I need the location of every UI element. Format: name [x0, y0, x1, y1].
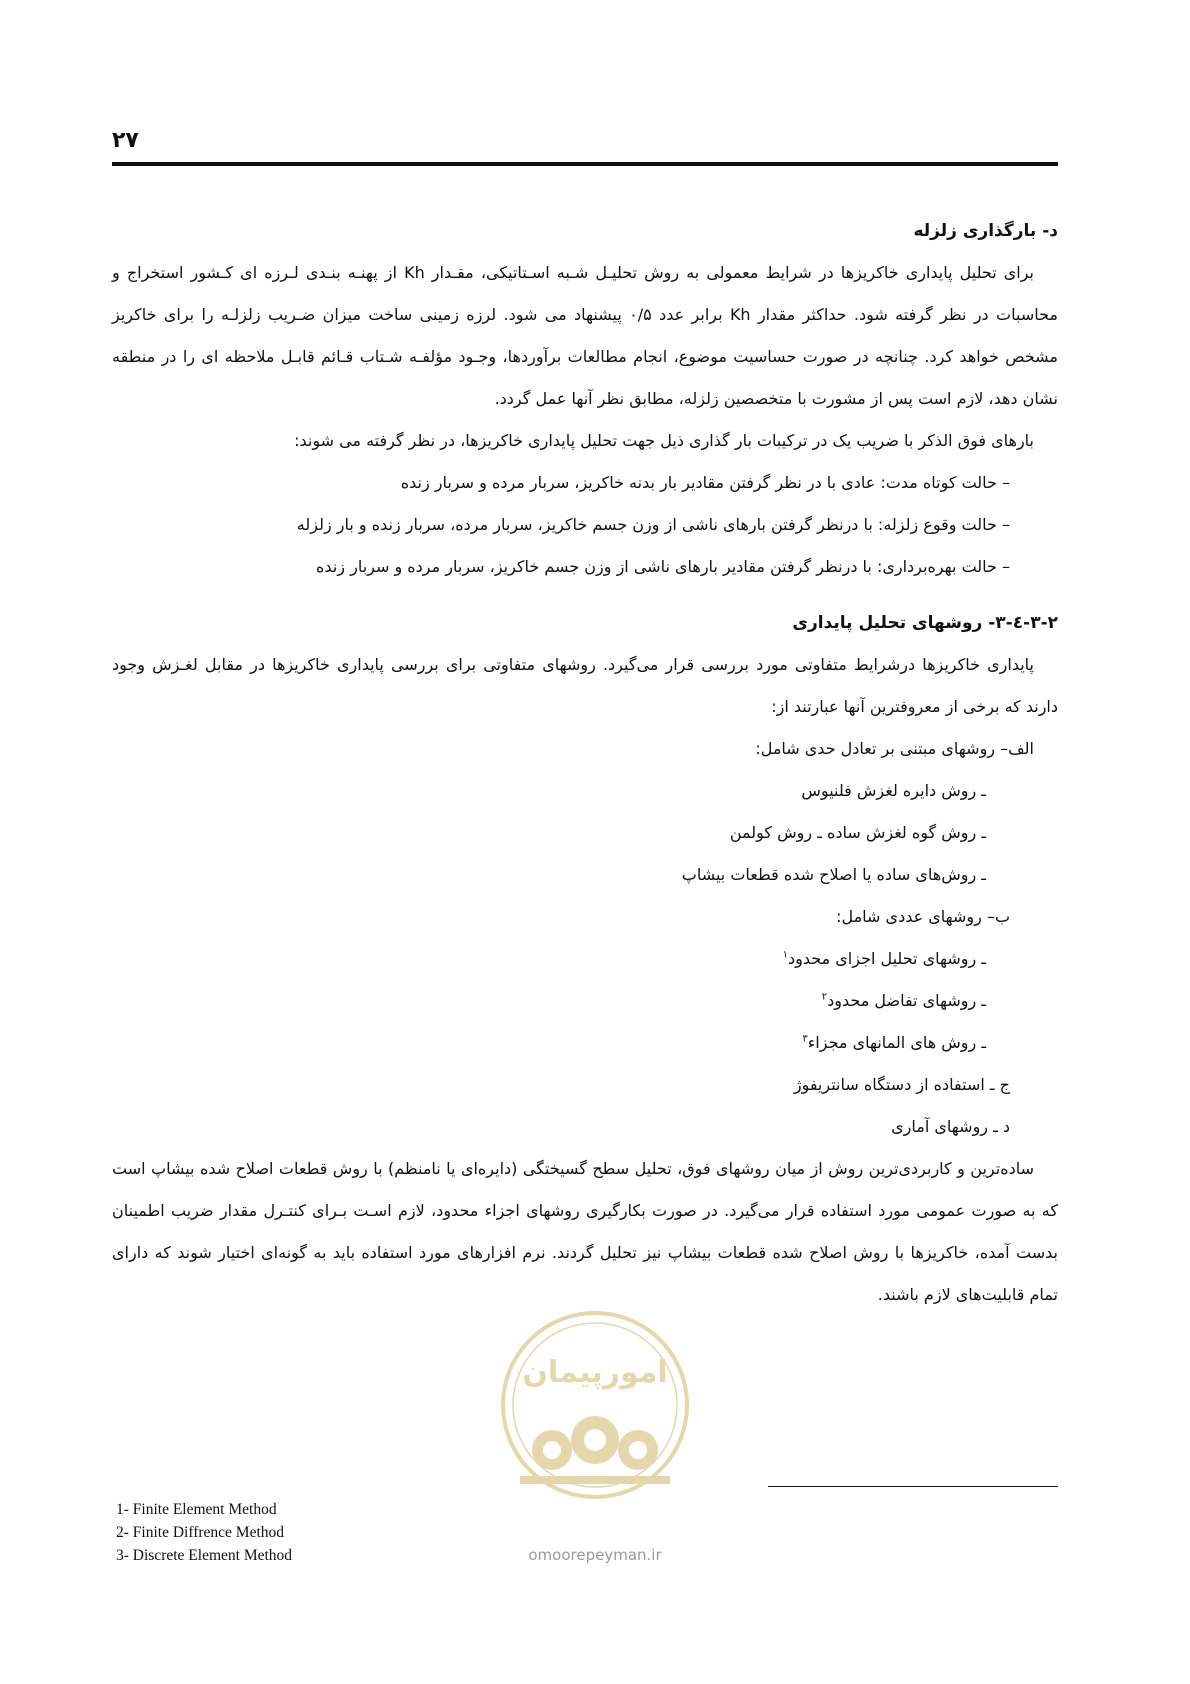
- load-combo-intro: بارهای فوق الذکر با ضریب یک در ترکیبات بار گذاری ذیل جهت تحلیل پایداری خاکریزها، در نظر گرفته می شوند:: [294, 431, 1034, 450]
- method-list-item: ـ روش های المانهای مجزاء$^۳$: [802, 1033, 986, 1052]
- load-combo-item: – حالت کوتاه مدت: عادی با در نظر گرفتن مقادیر بار بدنه خاکریز، سربار مرده و سربار زنده: [400, 473, 1010, 492]
- page-body: [112, 210, 1058, 1316]
- footnote-item: 3- Discrete Element Method: [116, 1547, 293, 1564]
- method-list-item: ـ روش‌های ساده یا اصلاح شده قطعات بیشاپ: [681, 865, 986, 884]
- section-heading-stability-methods: ۳-۲-٤-۳- روشهای تحلیل پایداری: [792, 613, 1058, 633]
- load-combo-item: – حالت بهره‌برداری: با درنظر گرفتن مقادیر بارهای ناشی از وزن جسم خاکریز، سربار مرده و سربار زنده: [316, 557, 1010, 576]
- load-combo-item: – حالت وقوع زلزله: با درنظر گرفتن بارهای ناشی از وزن جسم خاکریز، سربار مرده، سربار زنده و بار زلزله: [296, 515, 1010, 534]
- footnotes: [116, 1498, 292, 1567]
- svg-text:امورپیمان: امورپیمان: [522, 1355, 668, 1390]
- footnote-ref: ۱: [782, 949, 789, 961]
- methods-intro-paragraph: پایداری خاکریزها درشرایط متفاوتی مورد بررسی قرار می‌گیرد. روشهای متفاوتی برای بررسی پایداری خاکریزها در مقابل لغـزش وجود دارند که برخی از معروفترین آنها عبارتند از:: [112, 655, 1058, 716]
- method-list-item: ـ روشهای تفاضل محدود$^۲$: [821, 991, 986, 1010]
- watermark-url: omoorepeyman.ir: [528, 1546, 662, 1564]
- method-group-d: د ـ روشهای آماری: [891, 1117, 1010, 1136]
- method-group-c: ج ـ استفاده از دستگاه سانتریفوژ: [793, 1075, 1010, 1094]
- footnote-item: 2- Finite Diffrence Method: [116, 1524, 285, 1541]
- method-list-item: ـ روش دایره لغزش فلنیوس: [801, 781, 986, 800]
- section-heading-earthquake-loading: د- بارگذاری زلزله: [913, 221, 1058, 241]
- page-number: ۲۷: [112, 128, 139, 153]
- header-rule: [112, 162, 1058, 166]
- footnote-ref: ۳: [802, 1033, 808, 1045]
- footnote-ref: ۲: [821, 991, 828, 1003]
- method-list-item: ـ روشهای تحلیل اجزای محدود$^۱$: [782, 949, 986, 968]
- methods-closing-paragraph: ساده‌ترین و کاربردی‌ترین روش از میان روشهای فوق، تحلیل سطح گسیختگی (دایره‌ای یا نامنظم) با روش قطعات اصلاح شده بیشاپ است که به صورت عمومی مورد استفاده قرار می‌گیرد. در صورت بکارگیری روشهای اجزاء محدود، لازم اسـت بـرای کنتـرل مقدار ضریب اطمینان بدست آمده، خاکریزها با روش اصلاح شده قطعات بیشاپ نیز تحلیل گردند. نرم افزارهای مورد استفاده باید به گونه‌ای اختیار شوند که دارای تمام قابلیت‌های لازم باشند.: [112, 1159, 1058, 1304]
- method-list-item: ـ روش گوه لغزش ساده ـ روش کولمن: [729, 823, 986, 842]
- footnote-separator: [112, 1486, 1058, 1487]
- footnote-item: 1- Finite Element Method: [116, 1501, 277, 1518]
- earthquake-paragraph: برای تحلیل پایداری خاکریزها در شرایط معمولی به روش تحلیـل شـبه اسـتاتیکی، مقـدار Kh از پهنـه بنـدی لـرزه ای کـشور استخراج و محاسبات در نظر گرفته شود. حداکثر مقدار Kh برابر عدد ۰/۵ پیشنهاد می شود. لرزه زمینی ساخت میزان ضـریب زلزلـه را برای خاکریز مشخص خواهد کرد. چنانچه در صورت حساسیت موضوع، انجام مطالعات برآوردها، وجـود مؤلفـه شـتاب قـائم قابـل ملاحظه ای را در منطقه نشان دهد، لازم است پس از مشورت با متخصصین زلزله، مطابق نظر آنها عمل گردد.: [112, 263, 1059, 408]
- method-group-a-title: الف– روشهای مبتنی بر تعادل حدی شامل:: [755, 739, 1034, 758]
- watermark-logo: [490, 1300, 700, 1560]
- method-group-b-title: ب– روشهای عددی شامل:: [836, 907, 1010, 926]
